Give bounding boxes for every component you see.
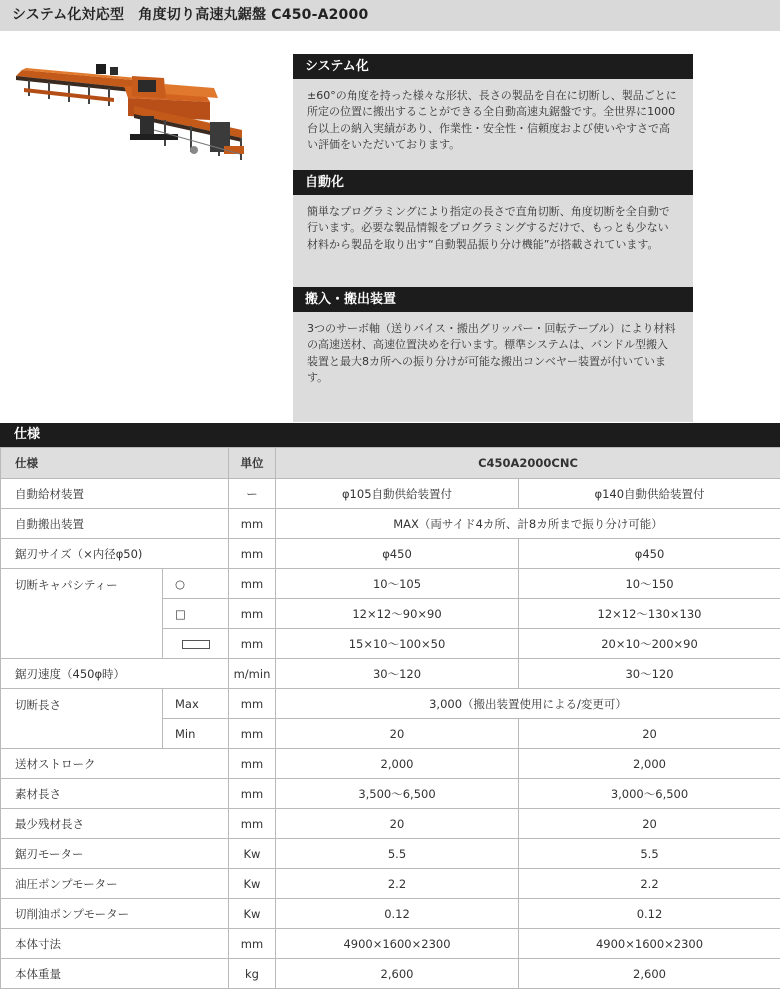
table-row bbox=[1, 509, 780, 539]
row-value-b: φ450 bbox=[519, 539, 780, 569]
row-label: 送材ストローク bbox=[1, 749, 229, 779]
row-unit: mm bbox=[229, 509, 276, 539]
feature-text: ±60°の角度を持った様々な形状、長さの製品を自在に切断し、製品ごとに所定の位置に搬出することができる全自動高速丸鋸盤です。全世界に1000台以上の納入実績があり、作業性・安全性・信頼度および使いやすさで高い評価をいただいております。 bbox=[293, 79, 693, 189]
row-unit: mm bbox=[229, 569, 276, 599]
row-value-b: 20×10〜200×90 bbox=[519, 629, 780, 659]
row-value-b: 2.2 bbox=[519, 869, 780, 899]
table-row bbox=[1, 869, 780, 899]
row-value-b: 0.12 bbox=[519, 899, 780, 929]
row-value-a: 20 bbox=[276, 719, 519, 749]
row-unit: mm bbox=[229, 539, 276, 569]
row-value-a: 2.2 bbox=[276, 869, 519, 899]
feature-text: 3つのサーボ軸（送りバイス・搬出グリッパー・回転テーブル）により材料の高速送材、高速位置決めを行います。標準システムは、バンドル型搬入装置と最大8カ所への振り分けが可能な搬出コンベヤー装置が付いています。 bbox=[293, 312, 693, 422]
spec-table bbox=[0, 447, 780, 989]
table-row bbox=[1, 539, 780, 569]
row-value-b: 3,000〜6,500 bbox=[519, 779, 780, 809]
table-row bbox=[1, 899, 780, 929]
feature-automation bbox=[293, 170, 693, 304]
row-value-b: 5.5 bbox=[519, 839, 780, 869]
row-value-a: 5.5 bbox=[276, 839, 519, 869]
row-unit: ー bbox=[229, 479, 276, 509]
row-label: 切削油ポンプモーター bbox=[1, 899, 229, 929]
row-unit: mm bbox=[229, 629, 276, 659]
row-unit: m/min bbox=[229, 659, 276, 689]
row-label: 自動給材装置 bbox=[1, 479, 229, 509]
row-unit: Kw bbox=[229, 899, 276, 929]
row-value-b: 2,000 bbox=[519, 749, 780, 779]
row-unit: Kw bbox=[229, 839, 276, 869]
table-row bbox=[1, 809, 780, 839]
row-value: 3,000（搬出装置使用による/変更可） bbox=[276, 689, 780, 719]
table-row bbox=[1, 839, 780, 869]
table-row bbox=[1, 569, 780, 599]
row-unit: Kw bbox=[229, 869, 276, 899]
row-value-a: 30〜120 bbox=[276, 659, 519, 689]
table-row bbox=[1, 959, 780, 989]
row-label: 本体寸法 bbox=[1, 929, 229, 959]
row-unit: mm bbox=[229, 749, 276, 779]
square-shape-label: □ bbox=[163, 599, 229, 629]
row-label: 切断キャパシティー bbox=[1, 569, 163, 659]
row-value-b: 30〜120 bbox=[519, 659, 780, 689]
row-value-b: 4900×1600×2300 bbox=[519, 929, 780, 959]
row-value: MAX（両サイド4カ所、計8カ所まで振り分け可能） bbox=[276, 509, 780, 539]
row-label: 鋸刃モーター bbox=[1, 839, 229, 869]
row-value-a: 2,600 bbox=[276, 959, 519, 989]
row-value-a: 20 bbox=[276, 809, 519, 839]
row-unit: mm bbox=[229, 599, 276, 629]
row-value-a: 3,500〜6,500 bbox=[276, 779, 519, 809]
header-spec: 仕様 bbox=[1, 448, 229, 479]
row-value-b: 20 bbox=[519, 719, 780, 749]
max-label: Max bbox=[163, 689, 229, 719]
row-value-a: 15×10〜100×50 bbox=[276, 629, 519, 659]
table-row bbox=[1, 929, 780, 959]
row-unit: mm bbox=[229, 689, 276, 719]
rect-shape-cell bbox=[163, 629, 229, 659]
row-label: 本体重量 bbox=[1, 959, 229, 989]
row-unit: mm bbox=[229, 809, 276, 839]
row-unit: mm bbox=[229, 719, 276, 749]
table-row bbox=[1, 479, 780, 509]
row-label: 油圧ポンプモーター bbox=[1, 869, 229, 899]
round-shape-label: ○ bbox=[163, 569, 229, 599]
row-unit: mm bbox=[229, 779, 276, 809]
title-bar bbox=[0, 0, 780, 31]
feature-heading: 自動化 bbox=[293, 170, 693, 195]
row-value-a: 4900×1600×2300 bbox=[276, 929, 519, 959]
spec-section-heading: 仕様 bbox=[0, 423, 780, 447]
row-label: 素材長さ bbox=[1, 779, 229, 809]
row-unit: mm bbox=[229, 929, 276, 959]
row-label: 切断長さ bbox=[1, 689, 163, 749]
feature-heading: 搬入・搬出装置 bbox=[293, 287, 693, 312]
row-label: 最少残材長さ bbox=[1, 809, 229, 839]
row-value-a: 10〜105 bbox=[276, 569, 519, 599]
header-model: C450A2000CNC bbox=[276, 448, 780, 479]
row-value-b: 10〜150 bbox=[519, 569, 780, 599]
row-value-b: 2,600 bbox=[519, 959, 780, 989]
table-row bbox=[1, 749, 780, 779]
feature-heading: システム化 bbox=[293, 54, 693, 79]
table-row bbox=[1, 779, 780, 809]
row-value-b: φ140自動供給装置付 bbox=[519, 479, 780, 509]
page-title: システム化対応型 角度切り高速丸鋸盤 C450-A2000 bbox=[12, 7, 369, 23]
rectangle-icon bbox=[182, 640, 210, 649]
row-value-a: 2,000 bbox=[276, 749, 519, 779]
row-value-b: 12×12〜130×130 bbox=[519, 599, 780, 629]
row-value-a: φ450 bbox=[276, 539, 519, 569]
table-row bbox=[1, 659, 780, 689]
feature-text: 簡単なプログラミングにより指定の長さで直角切断、角度切断を全自動で行います。必要な製品情報をプログラミングするだけで、もっとも少ない材料から製品を取り出す“自動製品振り分け機能”が搭載されています。 bbox=[293, 195, 693, 304]
table-row bbox=[1, 689, 780, 719]
row-label: 鋸刃サイズ（×内径φ50) bbox=[1, 539, 229, 569]
row-value-a: φ105自動供給装置付 bbox=[276, 479, 519, 509]
table-header-row bbox=[1, 448, 780, 479]
header-unit: 単位 bbox=[229, 448, 276, 479]
row-value-b: 20 bbox=[519, 809, 780, 839]
min-label: Min bbox=[163, 719, 229, 749]
row-value-a: 12×12〜90×90 bbox=[276, 599, 519, 629]
row-label: 自動搬出装置 bbox=[1, 509, 229, 539]
feature-loading bbox=[293, 287, 693, 422]
feature-system bbox=[293, 54, 693, 189]
row-unit: kg bbox=[229, 959, 276, 989]
row-label: 鋸刃速度（450φ時） bbox=[1, 659, 229, 689]
machine-image bbox=[14, 58, 250, 170]
row-value-a: 0.12 bbox=[276, 899, 519, 929]
